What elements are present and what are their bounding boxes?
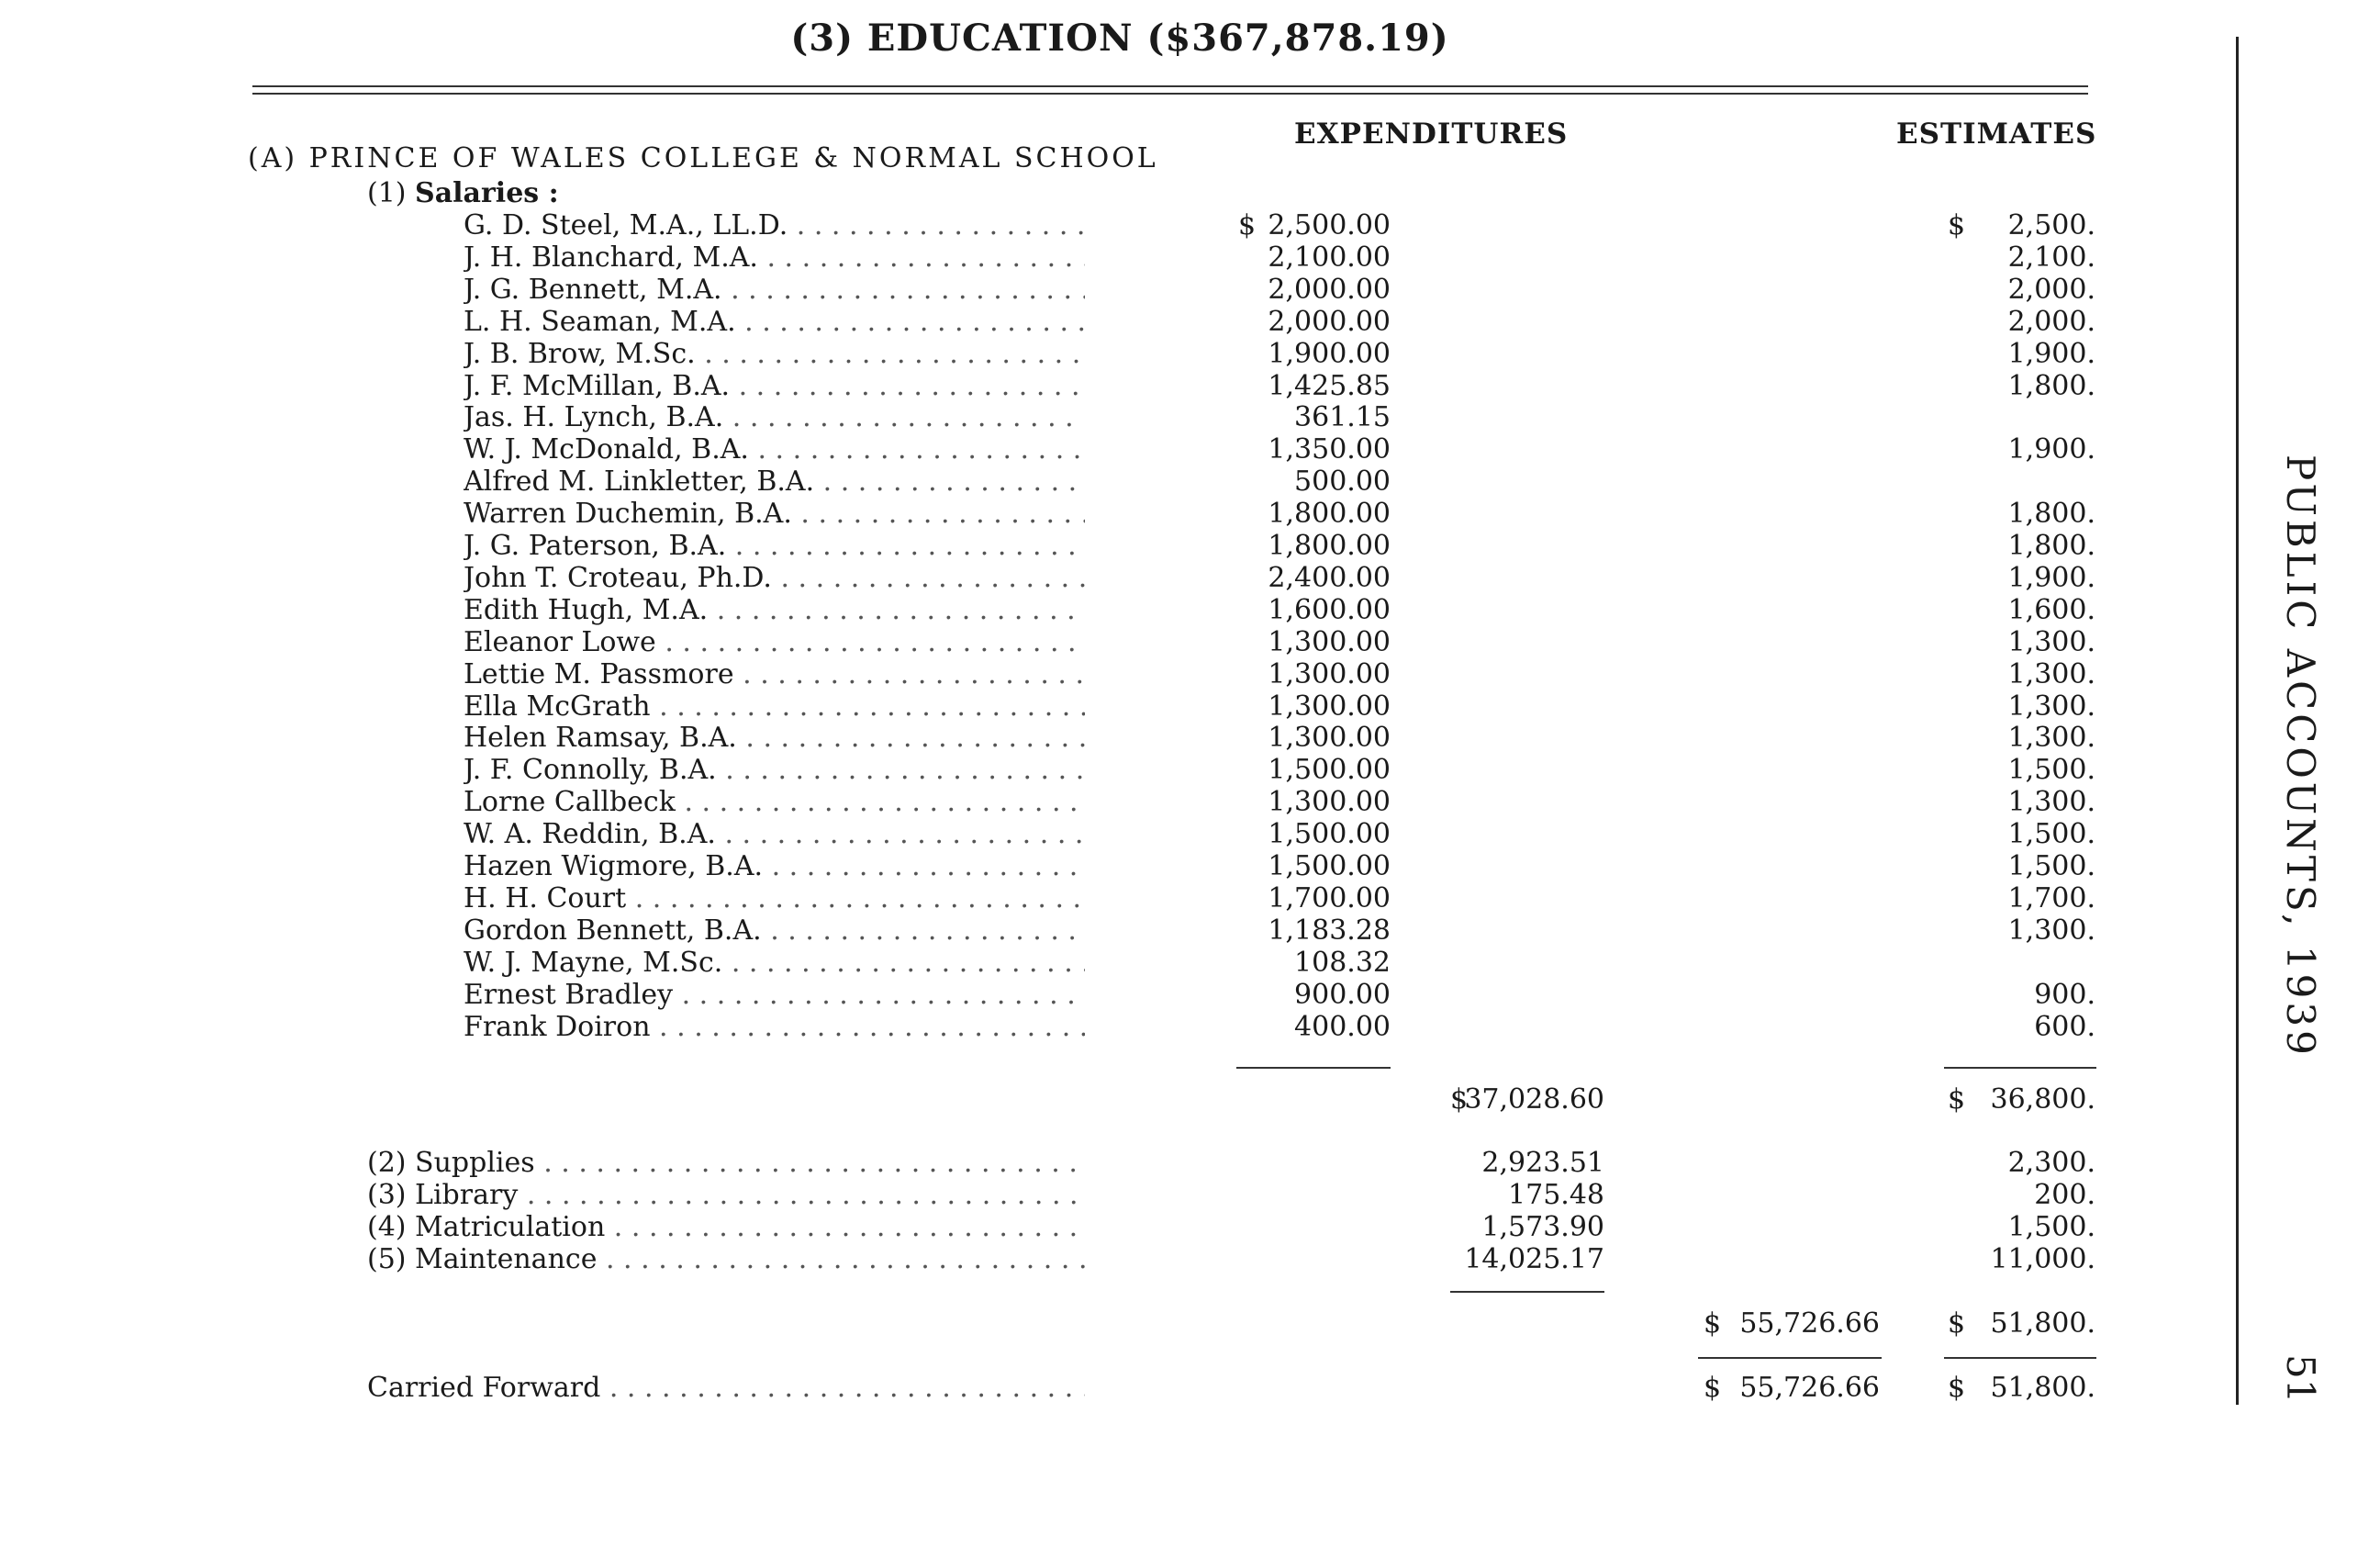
- table-row: [0, 947, 2240, 978]
- carried-forward-expenditure: 55,726.66: [1739, 1372, 1880, 1404]
- row-label: J. F. McMillan, B.A. . . .: [464, 370, 1085, 402]
- table-row: [0, 594, 2240, 625]
- expenditure-value: 108.32: [1294, 946, 1391, 979]
- table-row: [0, 433, 2240, 465]
- expenditure-value: 1,900.00: [1268, 337, 1391, 370]
- row-label: Ernest Bradley . . .: [464, 979, 1085, 1011]
- estimate-value: 1,300.: [2007, 625, 2095, 658]
- subtotal-estimate: 36,800.: [1990, 1083, 2095, 1116]
- expenditure-value: 1,800.00: [1268, 498, 1391, 531]
- estimates-header: ESTIMATES: [1896, 118, 2097, 151]
- section-total-expenditure: 55,726.66: [1739, 1307, 1880, 1340]
- table-row: [0, 1179, 2240, 1210]
- total-rule: [1944, 1067, 2096, 1069]
- estimate-value: 1,700.: [2007, 881, 2095, 914]
- table-row: [0, 1147, 2240, 1178]
- row-label: J. G. Bennett, M.A. . . .: [464, 274, 1085, 306]
- estimate-value: 1,300.: [2007, 690, 2095, 723]
- table-row: [0, 1011, 2240, 1042]
- estimate-value: 1,900.: [2007, 561, 2095, 594]
- estimate-value: 2,100.: [2007, 241, 2095, 274]
- expenditure-value: 14,025.17: [1464, 1243, 1604, 1275]
- estimate-value: 2,500.: [2007, 209, 2095, 241]
- row-label: John T. Croteau, Ph.D. . . .: [464, 562, 1085, 594]
- table-row: [0, 338, 2240, 369]
- expenditure-value: 1,500.00: [1268, 850, 1391, 882]
- table-row: [0, 1307, 2240, 1339]
- row-label: Gordon Bennett, B.A. . . .: [464, 914, 1085, 947]
- currency-sign: $: [1948, 1372, 1966, 1404]
- expenditure-value: 1,425.85: [1268, 369, 1391, 402]
- expenditure-value: 1,573.90: [1481, 1211, 1604, 1243]
- table-row: [0, 241, 2240, 273]
- row-label: Lorne Callbeck . . .: [464, 786, 1085, 818]
- row-label: W. J. McDonald, B.A. . . .: [464, 433, 1085, 465]
- estimate-value: 1,500.: [2007, 754, 2095, 787]
- row-label: J. G. Paterson, B.A. . . .: [464, 530, 1085, 562]
- expenditure-value: 361.15: [1294, 401, 1391, 434]
- expenditure-value: 2,500.00: [1268, 209, 1391, 241]
- expenditure-value: 1,500.00: [1268, 754, 1391, 787]
- row-label: Hazen Wigmore, B.A. . . .: [464, 850, 1085, 882]
- row-label: Warren Duchemin, B.A. . . .: [464, 498, 1085, 530]
- table-row: [0, 401, 2240, 432]
- table-row: [0, 818, 2240, 849]
- row-label: W. J. Mayne, M.Sc. . . .: [464, 947, 1085, 979]
- expenditure-value: 1,600.00: [1268, 593, 1391, 626]
- row-label: (2) Supplies . . .: [367, 1147, 1085, 1179]
- expenditure-value: 2,000.00: [1268, 305, 1391, 338]
- row-label: Eleanor Lowe . . .: [464, 626, 1085, 658]
- subsection-title: [367, 177, 559, 209]
- expenditure-value: 175.48: [1508, 1179, 1604, 1211]
- section-title: (A) PRINCE OF WALES COLLEGE & NORMAL SCHOOL: [248, 142, 1158, 174]
- row-label: G. D. Steel, M.A., LL.D. . . .: [464, 209, 1085, 241]
- currency-sign: $: [1450, 1083, 1469, 1116]
- table-row: [0, 1083, 2240, 1115]
- running-title: PUBLIC ACCOUNTS, 1939: [2278, 454, 2323, 1059]
- table-row: [0, 530, 2240, 561]
- expenditure-value: 2,400.00: [1268, 561, 1391, 594]
- expenditure-value: 1,300.00: [1268, 625, 1391, 658]
- table-row: [0, 562, 2240, 593]
- row-label: J. F. Connolly, B.A. . . .: [464, 754, 1085, 786]
- row-label: Helen Ramsay, B.A. . . .: [464, 722, 1085, 754]
- expenditure-value: 1,350.00: [1268, 433, 1391, 466]
- page-title: (3) EDUCATION ($367,878.19): [790, 17, 1449, 60]
- row-label: J. B. Brow, M.Sc. . . .: [464, 338, 1085, 370]
- page-number: 51: [2278, 1354, 2323, 1404]
- row-label: W. A. Reddin, B.A. . . .: [464, 818, 1085, 850]
- table-row: [0, 498, 2240, 529]
- expenditure-value: 1,500.00: [1268, 818, 1391, 851]
- table-row: [0, 658, 2240, 690]
- section-total-estimate: 51,800.: [1990, 1307, 2095, 1340]
- estimate-value: 2,300.: [2007, 1147, 2095, 1179]
- estimate-value: 600.: [2034, 1010, 2095, 1043]
- expenditures-header: EXPENDITURES: [1294, 118, 1569, 151]
- estimate-value: 1,500.: [2007, 850, 2095, 882]
- row-label: Frank Doiron . . .: [464, 1011, 1085, 1043]
- title-rule-lower: [252, 93, 2088, 95]
- estimate-value: 1,300.: [2007, 914, 2095, 947]
- table-row: [0, 690, 2240, 722]
- table-row: [0, 274, 2240, 305]
- currency-sign: $: [1238, 209, 1257, 241]
- row-label: Edith Hugh, M.A. . . .: [464, 594, 1085, 626]
- table-row: [0, 1211, 2240, 1242]
- total-rule: [1698, 1357, 1882, 1359]
- estimate-value: 2,000.: [2007, 305, 2095, 338]
- estimate-value: 1,900.: [2007, 433, 2095, 466]
- subsection-label: Salaries :: [415, 177, 559, 209]
- row-label: H. H. Court . . .: [464, 882, 1085, 914]
- estimate-value: 1,600.: [2007, 593, 2095, 626]
- currency-sign: $: [1948, 1083, 1966, 1116]
- currency-sign: $: [1704, 1307, 1722, 1340]
- table-row: [0, 754, 2240, 785]
- row-label: Jas. H. Lynch, B.A. . . .: [464, 401, 1085, 433]
- row-label: L. H. Seaman, M.A. . . .: [464, 306, 1085, 338]
- expenditure-value: 1,800.00: [1268, 530, 1391, 562]
- table-row: [0, 465, 2240, 497]
- row-label: (5) Maintenance . . .: [367, 1243, 1085, 1275]
- expenditure-value: 400.00: [1294, 1010, 1391, 1043]
- estimate-value: 1,300.: [2007, 722, 2095, 755]
- total-rule: [1450, 1291, 1604, 1293]
- table-row: [0, 370, 2240, 401]
- row-label: Carried Forward . . .: [367, 1372, 1085, 1404]
- currency-sign: $: [1948, 1307, 1966, 1340]
- currency-sign: $: [1704, 1372, 1722, 1404]
- estimate-value: 900.: [2034, 978, 2095, 1011]
- expenditure-value: 900.00: [1294, 978, 1391, 1011]
- row-label: J. H. Blanchard, M.A. . . .: [464, 241, 1085, 274]
- table-row: [0, 1372, 2240, 1403]
- estimate-value: 1,300.: [2007, 657, 2095, 690]
- table-row: [0, 209, 2240, 241]
- expenditure-value: 500.00: [1294, 465, 1391, 499]
- table-row: [0, 306, 2240, 337]
- margin-rule: [2236, 37, 2239, 1405]
- table-row: [0, 722, 2240, 753]
- table-row: [0, 979, 2240, 1010]
- expenditure-value: 1,300.00: [1268, 690, 1391, 723]
- estimate-value: 1,500.: [2007, 1211, 2095, 1243]
- estimate-value: 1,800.: [2007, 369, 2095, 402]
- estimate-value: 2,000.: [2007, 273, 2095, 306]
- expenditure-value: 1,300.00: [1268, 722, 1391, 755]
- table-row: [0, 1243, 2240, 1274]
- estimate-value: 11,000.: [1990, 1243, 2095, 1275]
- estimate-value: 1,300.: [2007, 786, 2095, 819]
- row-label: Ella McGrath . . .: [464, 690, 1085, 723]
- estimate-value: 1,800.: [2007, 498, 2095, 531]
- row-label: (3) Library . . .: [367, 1179, 1085, 1211]
- total-rule: [1236, 1067, 1391, 1069]
- estimate-value: 1,900.: [2007, 337, 2095, 370]
- expenditure-value: 2,923.51: [1481, 1147, 1604, 1179]
- expenditure-value: 1,183.28: [1268, 914, 1391, 947]
- row-label: (4) Matriculation . . .: [367, 1211, 1085, 1243]
- row-label: Lettie M. Passmore . . .: [464, 658, 1085, 690]
- estimate-value: 200.: [2034, 1179, 2095, 1211]
- total-rule: [1944, 1357, 2096, 1359]
- table-row: [0, 786, 2240, 817]
- expenditure-value: 1,700.00: [1268, 881, 1391, 914]
- subtotal-expenditure: 37,028.60: [1464, 1083, 1604, 1116]
- expenditure-value: 2,000.00: [1268, 273, 1391, 306]
- expenditure-value: 1,300.00: [1268, 657, 1391, 690]
- expenditure-value: 1,300.00: [1268, 786, 1391, 819]
- estimate-value: 1,500.: [2007, 818, 2095, 851]
- table-row: [0, 626, 2240, 657]
- estimate-value: 1,800.: [2007, 530, 2095, 562]
- table-row: [0, 850, 2240, 881]
- expenditure-value: 2,100.00: [1268, 241, 1391, 274]
- carried-forward-estimate: 51,800.: [1990, 1372, 2095, 1404]
- subsection-number: (1): [367, 177, 407, 209]
- table-row: [0, 882, 2240, 914]
- row-label: Alfred M. Linkletter, B.A. . . .: [464, 465, 1085, 498]
- currency-sign: $: [1948, 209, 1966, 241]
- title-rule-upper: [252, 85, 2088, 87]
- table-row: [0, 914, 2240, 946]
